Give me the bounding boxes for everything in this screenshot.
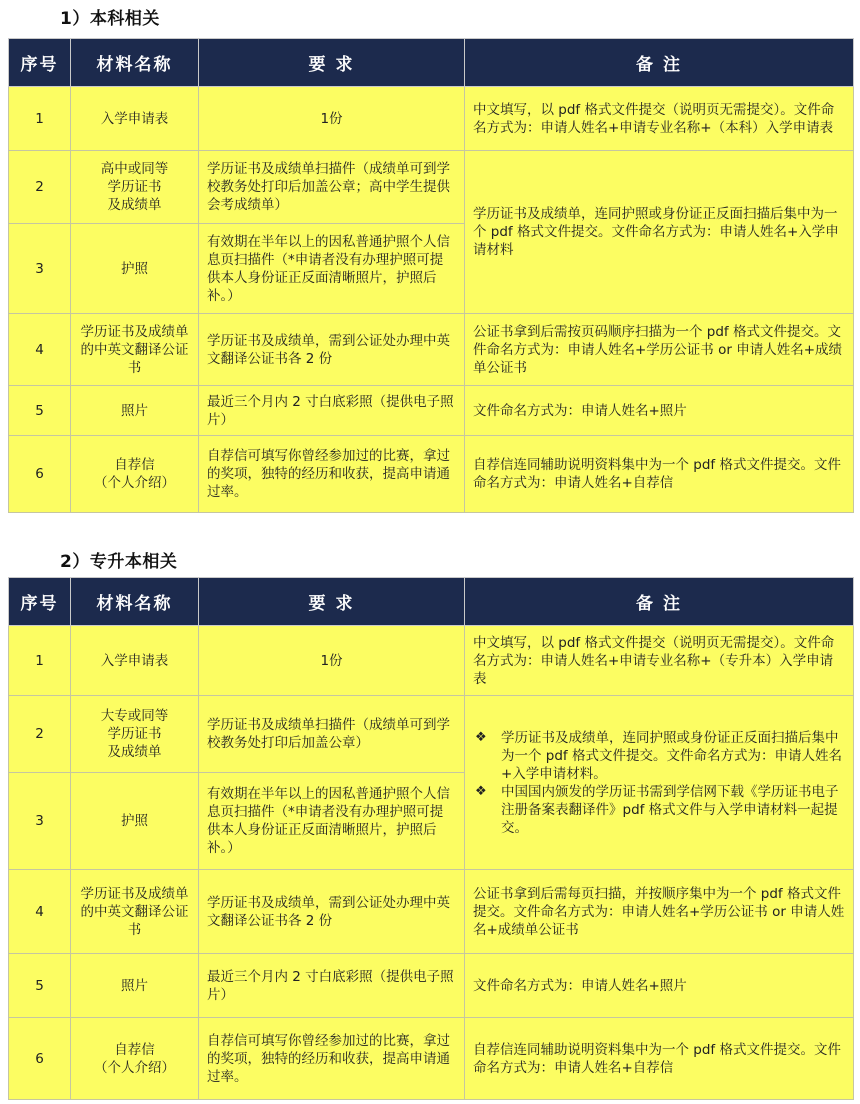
row-number: 2 xyxy=(9,696,71,773)
material-name xyxy=(71,436,199,513)
requirement-text: 最近三个月内 2 寸白底彩照（提供电子照片） xyxy=(199,954,465,1018)
requirement-text: 学历证书及成绩单，需到公证处办理中英文翻译公证书各 2 份 xyxy=(199,314,465,386)
diamond-bullet-icon: ❖ xyxy=(475,729,487,745)
requirement-text: 有效期在半年以上的因私普通护照个人信息页扫描件（*申请者没有办理护照可提供本人身份证正反面清晰照片，护照后补。） xyxy=(199,773,465,870)
name-line: 高中或同等 学历证书 及成绩单 xyxy=(100,161,169,213)
header-note: 备 注 xyxy=(465,578,854,626)
table-row xyxy=(9,870,854,954)
row-number: 5 xyxy=(9,954,71,1018)
row-number: 6 xyxy=(9,436,71,513)
list-item xyxy=(473,783,845,837)
header-requirement: 要 求 xyxy=(199,578,465,626)
row-number: 5 xyxy=(9,386,71,436)
material-name: 照片 xyxy=(71,954,199,1018)
name-line: 自荐信 （个人介绍） xyxy=(94,1041,175,1076)
note-text: 中文填写，以 pdf 格式文件提交（说明页无需提交）。文件命名方式为：申请人姓名+申请专业名称+（专升本）入学申请表 xyxy=(465,626,854,696)
section-2-title: 2）专升本相关 xyxy=(60,552,178,572)
material-name: 入学申请表 xyxy=(71,626,199,696)
requirement-text: 学历证书及成绩单扫描件（成绩单可到学校教务处打印后加盖公章；高中学生提供会考成绩单） xyxy=(199,151,465,224)
table-row xyxy=(9,1018,854,1100)
note-bullet-text: 中国国内颁发的学历证书需到学信网下载《学历证书电子注册备案表翻译件》pdf 格式文件与入学申请材料一起提交。 xyxy=(501,783,839,836)
header-no: 序号 xyxy=(9,39,71,87)
note-bullet-list xyxy=(473,729,845,837)
row-number: 3 xyxy=(9,224,71,314)
material-name xyxy=(71,1018,199,1100)
material-name: 照片 xyxy=(71,386,199,436)
table-row xyxy=(9,436,854,513)
name-line: 自荐信 （个人介绍） xyxy=(94,457,175,491)
list-item xyxy=(473,729,845,783)
table-row xyxy=(9,151,854,224)
table-header-row xyxy=(9,578,854,626)
row-number: 1 xyxy=(9,87,71,151)
requirement-text: 1份 xyxy=(199,626,465,696)
requirement-text: 学历证书及成绩单扫描件（成绩单可到学校教务处打印后加盖公章） xyxy=(199,696,465,773)
note-text: 公证书拿到后需按页码顺序扫描为一个 pdf 格式文件提交。文件命名方式为：申请人姓名+学历公证书 or 申请人姓名+成绩单公证书 xyxy=(465,314,854,386)
row-number: 3 xyxy=(9,773,71,870)
header-requirement: 要 求 xyxy=(199,39,465,87)
requirement-text: 自荐信可填写你曾经参加过的比赛，拿过的奖项，独特的经历和收获，提高申请通过率。 xyxy=(199,1018,465,1100)
requirement-text: 学历证书及成绩单，需到公证处办理中英文翻译公证书各 2 份 xyxy=(199,870,465,954)
material-name xyxy=(71,151,199,224)
requirement-text: 自荐信可填写你曾经参加过的比赛，拿过的奖项，独特的经历和收获，提高申请通过率。 xyxy=(199,436,465,513)
table-row xyxy=(9,626,854,696)
material-name xyxy=(71,696,199,773)
material-name: 入学申请表 xyxy=(71,87,199,151)
table-row xyxy=(9,696,854,773)
note-text: 自荐信连同辅助说明资料集中为一个 pdf 格式文件提交。文件命名方式为：申请人姓名+自荐信 xyxy=(465,1018,854,1100)
header-note: 备 注 xyxy=(465,39,854,87)
note-text: 文件命名方式为：申请人姓名+照片 xyxy=(465,954,854,1018)
table-row xyxy=(9,87,854,151)
material-name: 护照 xyxy=(71,773,199,870)
note-text: 文件命名方式为：申请人姓名+照片 xyxy=(465,386,854,436)
requirement-text: 1份 xyxy=(199,87,465,151)
diamond-bullet-icon: ❖ xyxy=(475,783,487,799)
material-name: 学历证书及成绩单的中英文翻译公证书 xyxy=(71,314,199,386)
row-number: 4 xyxy=(9,314,71,386)
header-name: 材料名称 xyxy=(71,39,199,87)
requirement-text: 最近三个月内 2 寸白底彩照（提供电子照片） xyxy=(199,386,465,436)
header-no: 序号 xyxy=(9,578,71,626)
material-name: 学历证书及成绩单的中英文翻译公证书 xyxy=(71,870,199,954)
table-row xyxy=(9,314,854,386)
table-header-row xyxy=(9,39,854,87)
note-text: 学历证书及成绩单，连同护照或身份证正反面扫描后集中为一个 pdf 格式文件提交。文件命名方式为：申请人姓名+入学申请材料 xyxy=(465,151,854,314)
section-1-table xyxy=(8,38,854,513)
table-row xyxy=(9,954,854,1018)
row-number: 6 xyxy=(9,1018,71,1100)
table-row xyxy=(9,386,854,436)
row-number: 1 xyxy=(9,626,71,696)
note-text: 自荐信连同辅助说明资料集中为一个 pdf 格式文件提交。文件命名方式为：申请人姓名+自荐信 xyxy=(465,436,854,513)
row-number: 2 xyxy=(9,151,71,224)
row-number: 4 xyxy=(9,870,71,954)
header-name: 材料名称 xyxy=(71,578,199,626)
name-line: 大专或同等 学历证书 及成绩单 xyxy=(100,708,169,760)
section-2-table xyxy=(8,577,854,1100)
section-1-title: 1）本科相关 xyxy=(60,9,160,29)
note-bullets xyxy=(465,696,854,870)
material-name: 护照 xyxy=(71,224,199,314)
note-text: 公证书拿到后需每页扫描，并按顺序集中为一个 pdf 格式文件提交。文件命名方式为：申请人姓名+学历公证书 or 申请人姓名+成绩单公证书 xyxy=(465,870,854,954)
note-text: 中文填写，以 pdf 格式文件提交（说明页无需提交）。文件命名方式为：申请人姓名+申请专业名称+（本科）入学申请表 xyxy=(465,87,854,151)
note-bullet-text: 学历证书及成绩单，连同护照或身份证正反面扫描后集中为一个 pdf 格式文件提交。文件命名方式为：申请人姓名+入学申请材料。 xyxy=(501,729,842,782)
requirement-text: 有效期在半年以上的因私普通护照个人信息页扫描件（*申请者没有办理护照可提供本人身份证正反面清晰照片，护照后补。） xyxy=(199,224,465,314)
